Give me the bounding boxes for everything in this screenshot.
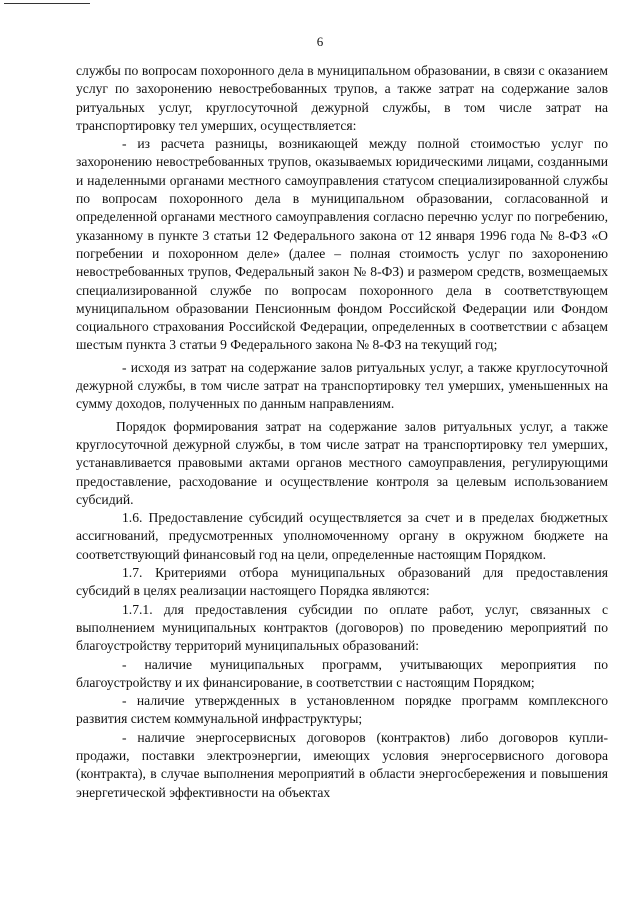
paragraph: 1.6. Предоставление субсидий осуществляется за счет и в пределах бюджетных ассигнований, предусмотренных уполномоченному органу в окружном бюджете на соответствующий финансовый год на цели, определенные настоящим Порядком. (76, 510, 608, 562)
body-text (76, 62, 608, 802)
list-item: - наличие муниципальных программ, учитывающих мероприятия по благоустройству и их финансирование, в соответствии с настоящим Порядком; (76, 656, 608, 690)
paragraph: службы по вопросам похоронного дела в муниципальном образовании, в связи с оказанием услуг по захоронению невостребованных трупов, а также затрат на содержание залов ритуальных услуг, круглосуточной дежурной службы, в том числе затрат на транспортировку тел умерших, осуществляется: (76, 63, 608, 133)
header-rule (4, 3, 90, 4)
list-item: - исходя из затрат на содержание залов ритуальных услуг, а также круглосуточной дежурной службы, в том числе затрат на транспортировку тел умерших, уменьшенных на сумму доходов, полученных по данным направлениям. (76, 359, 608, 412)
page-number: 6 (316, 34, 324, 49)
list-item: - наличие утвержденных в установленном порядке программ комплексного развития систем коммунальной инфраструктуры; (76, 693, 608, 727)
list-item: - наличие энергосервисных договоров (контрактов) либо договоров купли-продажи, поставки электроэнергии, имеющих условия энергосервисного договора (контракта), в случае выполнения мероприятий в области энергосбережения и повышения энергетической эффективности на объектах (76, 729, 608, 800)
paragraph: 1.7.1. для предоставления субсидии по оплате работ, услуг, связанных с выполнением муниципальных контрактов (договоров) по проведению мероприятий по благоустройству территорий муниципальных образований: (76, 601, 608, 654)
list-item: - из расчета разницы, возникающей между полной стоимостью услуг по захоронению невостребованных трупов, оказываемых юридическими лицами, созданными и наделенными органами местного самоуправления статусом специализированной службы по вопросам похоронного дела в муниципальном образовании, согласованной и определенной органами местного самоуправления согласно перечню услуг по погребению, указанному в пункте 3 статьи 12 Федерального закона от 12 января 1996 года № 8-ФЗ «О погребении и похоронном деле» (далее – полная стоимость услуг по захоронению невостребованных трупов, Федеральный закон № 8-ФЗ) и размером средств, возмещаемых специализированной службе по вопросам похоронного дела в соответствующем муниципальном образовании Пенсионным фондом Российской Федерации или Фондом социального страхования Российской Федерации, определенных в соответствии с абзацем шестым пункта 3 статьи 9 Федерального закона № 8-ФЗ на текущий год; (76, 136, 608, 353)
paragraph: 1.7. Критериями отбора муниципальных образований для предоставления субсидий в целях реализации настоящего Порядка являются: (76, 565, 608, 599)
paragraph: Порядок формирования затрат на содержание залов ритуальных услуг, а также круглосуточной дежурной службы, в том числе затрат на транспортировку тел умерших, устанавливается правовыми актами органов местного самоуправления, регулирующими предоставление, расходование и осуществление контроля за целевым использованием субсидий. (76, 418, 608, 507)
